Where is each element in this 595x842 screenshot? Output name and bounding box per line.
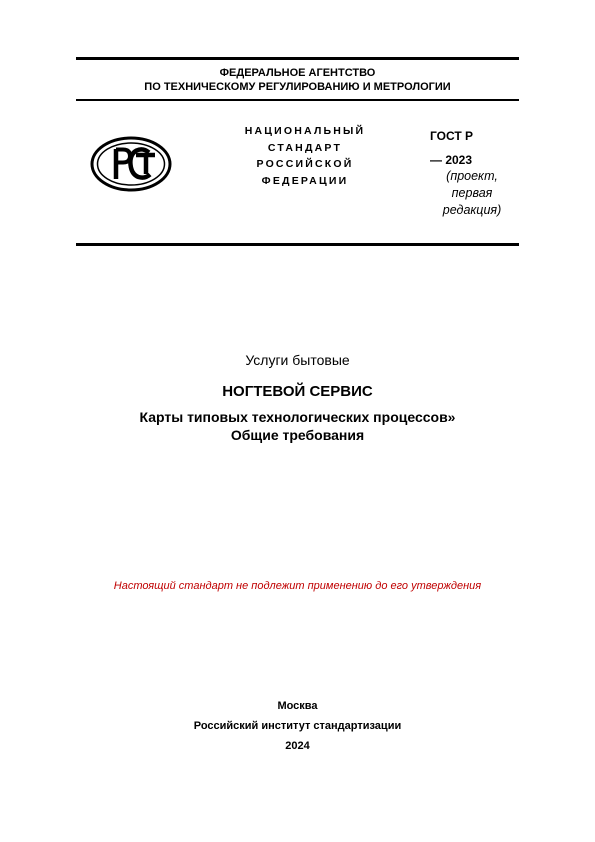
national-line-2: СТАНДАРТ xyxy=(267,141,343,154)
document-category: Услуги бытовые xyxy=(245,352,350,368)
document-titles xyxy=(76,350,519,444)
national-standard-block xyxy=(210,123,400,189)
gost-label: ГОСТ Р xyxy=(430,129,474,143)
draft-line-1: (проект, xyxy=(446,169,498,183)
top-rule xyxy=(76,57,519,60)
national-line-4: ФЕДЕРАЦИИ xyxy=(261,174,349,187)
draft-status xyxy=(430,168,514,219)
approval-notice: Настоящий стандарт не подлежит применению до его утверждения xyxy=(113,580,482,592)
agency-header xyxy=(76,66,519,94)
subtitle-line-2: Общие требования xyxy=(230,427,365,443)
agency-line-2: ПО ТЕХНИЧЕСКОМУ РЕГУЛИРОВАНИЮ И МЕТРОЛОГИИ xyxy=(144,81,451,93)
document-title: НОГТЕВОЙ СЕРВИС xyxy=(222,383,373,400)
imprint-city: Москва xyxy=(277,700,318,712)
subtitle-line-1: Карты типовых технологических процессов» xyxy=(139,409,456,425)
draft-line-3: редакция) xyxy=(442,203,502,217)
agency-line-1: ФЕДЕРАЛЬНОЕ АГЕНТСТВО xyxy=(219,67,376,79)
national-line-3: РОССИЙСКОЙ xyxy=(256,158,354,170)
bottom-rule xyxy=(76,243,519,246)
imprint xyxy=(76,696,519,756)
national-line-1: НАЦИОНАЛЬНЫЙ xyxy=(244,125,366,137)
middle-rule xyxy=(76,99,519,101)
imprint-publisher: Российский институт стандартизации xyxy=(193,720,402,732)
imprint-year: 2024 xyxy=(285,740,310,752)
gost-number: — 2023 xyxy=(430,153,473,167)
draft-line-2: первая xyxy=(451,186,493,200)
rst-seal-icon xyxy=(90,136,172,192)
document-subtitle xyxy=(76,408,519,444)
